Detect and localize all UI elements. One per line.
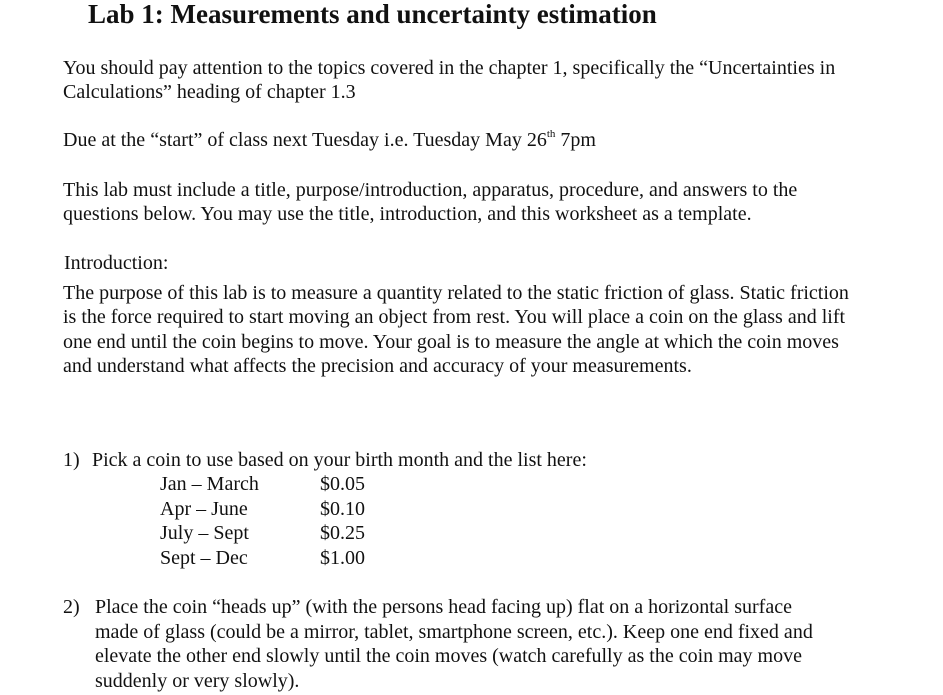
coin-row-months: Apr – June xyxy=(160,497,248,520)
question-1-number: 1) xyxy=(63,449,80,471)
coin-row-months: Jan – March xyxy=(160,473,259,495)
coin-row-value: $0.05 xyxy=(320,473,365,495)
introduction-paragraph: The purpose of this lab is to measure a quantity related to the static friction of glass. Static friction is the force required to start moving an object from rest. You will place a coin on the glass and lift one end until the coin begins to move. Your goal is to measure the angle at which the coin moves and understand what affects the precision and accuracy of your measurements. xyxy=(63,282,849,378)
due-date-ordinal: th xyxy=(546,128,556,140)
question-2-text: Place the coin “heads up” (with the persons head facing up) flat on a horizontal surface made of glass (could be a mirror, tablet, smartphone screen, etc.). Keep one end fixed and elevate the other end slowly until the coin moves (watch carefully as the coin may move suddenly or very slowly). xyxy=(95,596,813,692)
question-1-text: Pick a coin to use based on your birth month and the list here: xyxy=(92,449,587,471)
due-date-text: Due at the “start” of class next Tuesday i.e. Tuesday May 26 xyxy=(63,129,547,151)
requirements-paragraph: This lab must include a title, purpose/introduction, apparatus, procedure, and answers to the questions below. You may use the title, introduction, and this worksheet as a template. xyxy=(63,179,798,226)
due-date-time: 7pm xyxy=(555,129,596,151)
coin-row-value: $1.00 xyxy=(320,546,365,569)
coin-row-months: Sept – Dec xyxy=(160,546,248,569)
lab-title: Lab 1: Measurements and uncertainty estimation xyxy=(88,0,657,29)
coin-row-value: $0.10 xyxy=(320,497,365,520)
due-date-paragraph xyxy=(63,128,863,152)
coin-row-value: $0.25 xyxy=(320,522,365,545)
question-2-number: 2) xyxy=(63,596,80,618)
introduction-heading: Introduction: xyxy=(64,252,169,274)
chapter-reference-paragraph: You should pay attention to the topics covered in the chapter 1, specifically the “Uncertainties in Calculations” heading of chapter 1.3 xyxy=(63,57,836,104)
coin-row-months: July – Sept xyxy=(160,522,249,545)
